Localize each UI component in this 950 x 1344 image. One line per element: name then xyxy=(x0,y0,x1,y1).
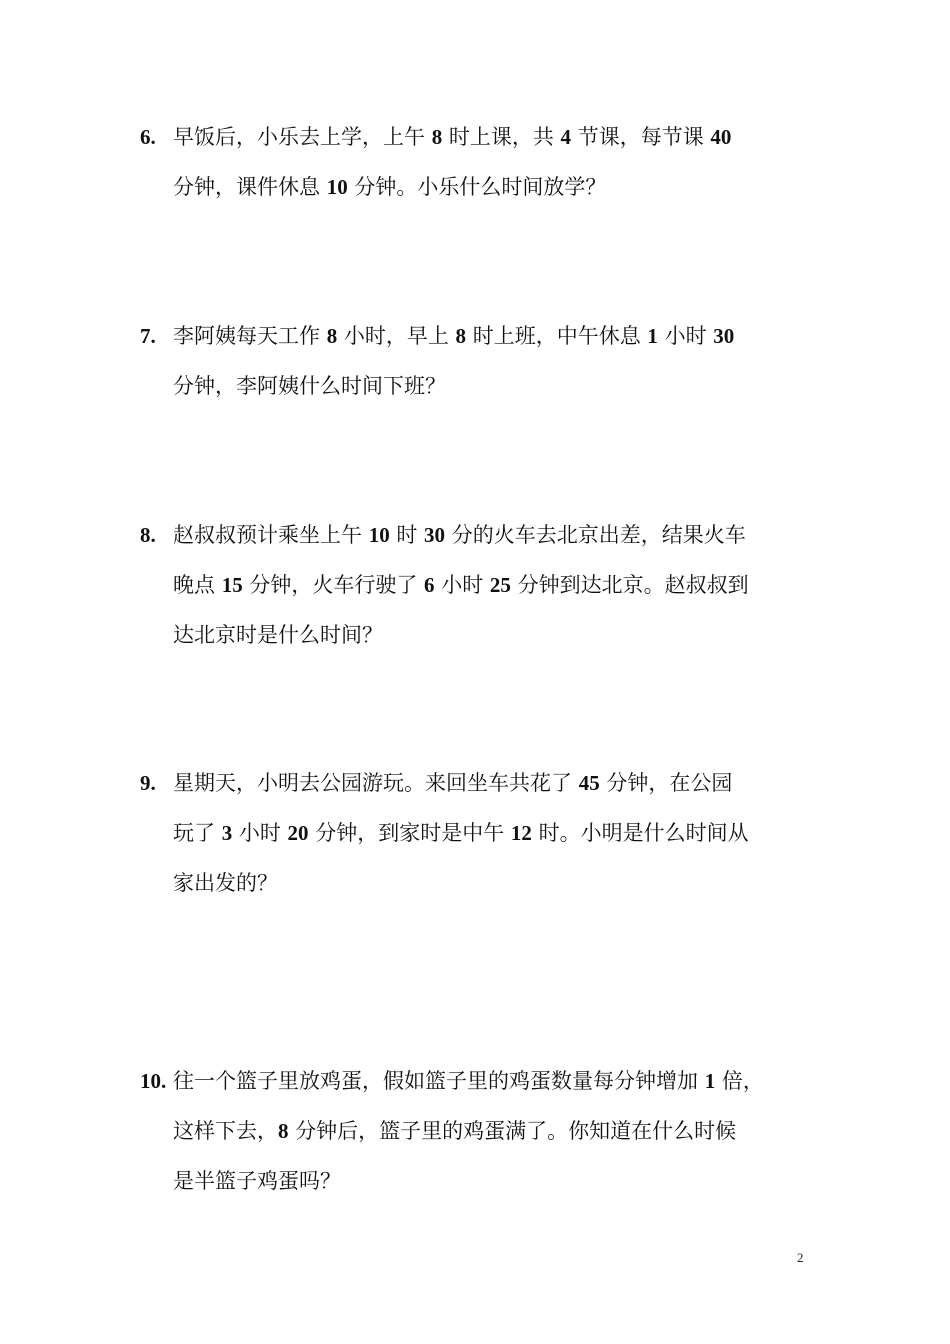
number-value: 4 xyxy=(560,125,572,149)
text-segment: 小时，早上 xyxy=(337,324,456,348)
problem-7 xyxy=(140,311,780,411)
text-segment: 分钟后，篮子里的鸡蛋满了。你知道在什么时候 xyxy=(288,1119,737,1143)
problem-text-line xyxy=(140,1156,780,1206)
text-segment: 赵叔叔预计乘坐上午 xyxy=(173,523,369,547)
text-segment: 星期天，小明去公园游玩。来回坐车共花了 xyxy=(173,771,579,795)
number-value: 10 xyxy=(326,175,348,199)
problem-10 xyxy=(140,1056,780,1206)
text-segment: 小时 xyxy=(434,573,490,597)
problem-text-line xyxy=(140,112,780,162)
text-segment: 玩了 xyxy=(173,821,222,845)
problem-text-line xyxy=(140,1106,780,1156)
text-segment: 分的火车去北京出差，结果火车 xyxy=(445,523,746,547)
number-value: 40 xyxy=(710,125,732,149)
number-value: 1 xyxy=(647,324,658,348)
problem-text-line xyxy=(140,610,780,660)
text-segment: 家出发的？ xyxy=(173,871,278,895)
problem-text-line xyxy=(140,758,780,808)
text-segment: 时上班，中午休息 xyxy=(466,324,648,348)
number-value: 15 xyxy=(221,573,243,597)
number-value: 8 xyxy=(326,324,338,348)
text-segment: 时上课，共 xyxy=(442,125,561,149)
problem-8 xyxy=(140,510,780,660)
number-value: 12 xyxy=(510,821,532,845)
number-value: 8 xyxy=(278,1119,289,1143)
text-segment: 分钟，火车行驶了 xyxy=(242,573,425,597)
number-value: 3 xyxy=(221,821,233,845)
problem-number: 7. xyxy=(140,324,156,348)
number-value: 20 xyxy=(287,821,309,845)
page-number: 2 xyxy=(797,1250,804,1265)
text-segment: 倍， xyxy=(715,1069,764,1093)
problem-number: 8. xyxy=(140,523,156,547)
text-segment: 分钟，在公园 xyxy=(599,771,733,795)
text-segment: 小时 xyxy=(657,324,714,348)
number-value: 30 xyxy=(424,523,446,547)
text-segment: 分钟。小乐什么时间放学？ xyxy=(347,175,607,199)
problem-text-line xyxy=(140,361,780,411)
text-segment: 时。小明是什么时间从 xyxy=(531,821,749,845)
problem-text-line xyxy=(140,808,780,858)
text-segment: 往一个篮子里放鸡蛋，假如篮子里的鸡蛋数量每分钟增加 xyxy=(173,1069,705,1093)
problem-text-line xyxy=(140,311,780,361)
problem-text-line xyxy=(140,560,780,610)
number-value: 25 xyxy=(489,573,511,597)
number-value: 6 xyxy=(424,573,435,597)
text-segment: 晚点 xyxy=(173,573,222,597)
problem-9 xyxy=(140,758,780,908)
text-segment: 这样下去， xyxy=(173,1119,278,1143)
text-segment: 是半篮子鸡蛋吗？ xyxy=(173,1169,341,1193)
number-value: 1 xyxy=(704,1069,716,1093)
problem-text-line xyxy=(140,1056,780,1106)
text-segment: 分钟，到家时是中午 xyxy=(308,821,511,845)
problem-text-line xyxy=(140,162,780,212)
problem-text-line xyxy=(140,858,780,908)
number-value: 30 xyxy=(713,324,735,348)
text-segment: 李阿姨每天工作 xyxy=(173,324,327,348)
text-segment: 分钟到达北京。赵叔叔到 xyxy=(510,573,749,597)
problem-number: 9. xyxy=(140,771,156,795)
text-segment: 节课，每节课 xyxy=(571,125,711,149)
problem-text-line xyxy=(140,510,780,560)
text-segment: 分钟，李阿姨什么时间下班？ xyxy=(173,374,446,398)
text-segment: 时 xyxy=(389,523,425,547)
text-segment: 达北京时是什么时间？ xyxy=(173,623,383,647)
number-value: 8 xyxy=(431,125,443,149)
text-segment: 早饭后，小乐去上学，上午 xyxy=(173,125,432,149)
number-value: 45 xyxy=(578,771,600,795)
number-value: 10 xyxy=(368,523,390,547)
problem-6 xyxy=(140,112,780,212)
problem-number: 10. xyxy=(140,1069,167,1093)
problem-number: 6. xyxy=(140,125,156,149)
text-segment: 分钟，课件休息 xyxy=(173,175,327,199)
text-segment: 小时 xyxy=(232,821,288,845)
number-value: 8 xyxy=(455,324,467,348)
